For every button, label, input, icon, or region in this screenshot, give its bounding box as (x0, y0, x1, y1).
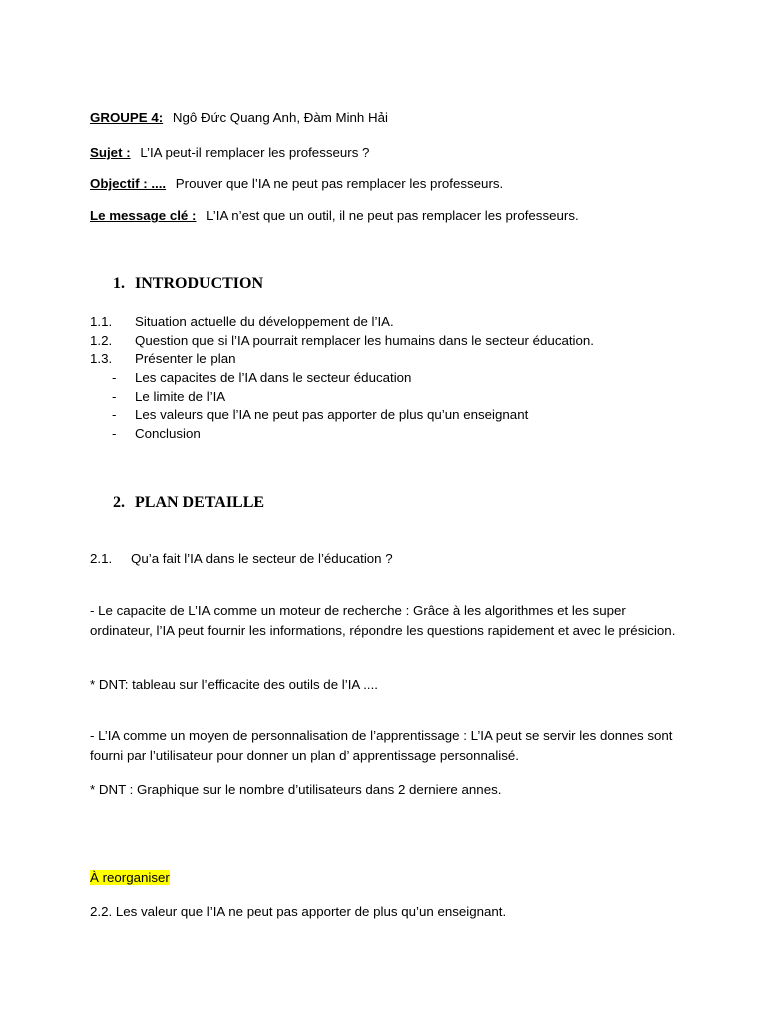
bullet-dash: - (112, 407, 117, 422)
intro-bullet-text: Conclusion (135, 426, 201, 441)
groupe-label: GROUPE 4: (90, 110, 164, 125)
plan-heading (113, 494, 264, 512)
intro-item (90, 350, 236, 367)
intro-bullet (112, 425, 201, 442)
intro-bullet (112, 369, 411, 386)
groupe-line (90, 109, 388, 126)
message-value: L’IA n’est que un outil, il ne peut pas remplacer les professeurs. (206, 208, 579, 223)
objectif-value: Prouver que l’IA ne peut pas remplacer les professeurs. (175, 176, 504, 191)
bullet-dash: - (112, 370, 117, 385)
intro-bullet-text: Les valeurs que l’IA ne peut pas apporter de plus qu’un enseignant (135, 407, 529, 422)
sujet-line (90, 144, 369, 161)
sujet-label: Sujet : (90, 145, 131, 160)
objectif-label: Objectif : .... (90, 176, 167, 191)
highlight-note (90, 869, 170, 886)
intro-bullet-text: Le limite de l’IA (135, 389, 226, 404)
intro-heading (113, 275, 263, 293)
intro-item (90, 332, 594, 349)
intro-bullet-text: Les capacites de l’IA dans le secteur éducation (135, 370, 412, 385)
bullet-dash: - (112, 426, 117, 441)
plan-subheading-2: 2.2. Les valeur que l’IA ne peut pas apporter de plus qu’un enseignant. (90, 904, 507, 919)
plan-subheading-number: 2.1. (90, 551, 113, 566)
paragraph-personalisation: - L’IA comme un moyen de personnalisation de l’apprentissage : L’IA peut se servir les donnes sont fourni par l’utilisateur pour donner un plan d’ apprentissage personnalisé. (90, 728, 673, 763)
dnt-note: * DNT : Graphique sur le nombre d’utilisateurs dans 2 derniere annes. (90, 782, 502, 797)
plan-subheading-text: Qu’a fait l’IA dans le secteur de l’éducation ? (131, 551, 393, 566)
sujet-value: L’IA peut-il remplacer les professeurs ? (140, 145, 370, 160)
plan-heading-number: 2. (113, 494, 125, 511)
intro-heading-title: INTRODUCTION (135, 275, 264, 292)
intro-item-text: Situation actuelle du développement de l’IA. (135, 314, 394, 329)
bullet-dash: - (112, 389, 117, 404)
plan-heading-title: PLAN DETAILLE (135, 494, 265, 511)
intro-item-number: 1.3. (90, 351, 113, 366)
intro-item-text: Présenter le plan (135, 351, 236, 366)
plan-subheading (90, 550, 393, 567)
intro-bullet (112, 388, 225, 405)
intro-item-text: Question que si l’IA pourrait remplacer les humains dans le secteur éducation. (135, 333, 594, 348)
intro-heading-number: 1. (113, 275, 125, 292)
message-label: Le message clé : (90, 208, 197, 223)
message-line (90, 207, 579, 224)
intro-item-number: 1.2. (90, 333, 113, 348)
intro-item (90, 313, 394, 330)
intro-item-number: 1.1. (90, 314, 113, 329)
groupe-value: Ngô Đức Quang Anh, Đàm Minh Hải (172, 110, 388, 125)
intro-bullet (112, 406, 528, 423)
dnt-note: * DNT: tableau sur l’efficacite des outils de l’IA .... (90, 677, 378, 692)
highlighted-text: À reorganiser (90, 870, 170, 885)
objectif-line (90, 175, 503, 192)
paragraph-search-engine: - Le capacite de L’IA comme un moteur de recherche : Grâce à les algorithmes et les super ordinateur, l’IA peut fournir les informations, répondre les questions rapidement et avec le présicion. (90, 603, 676, 638)
